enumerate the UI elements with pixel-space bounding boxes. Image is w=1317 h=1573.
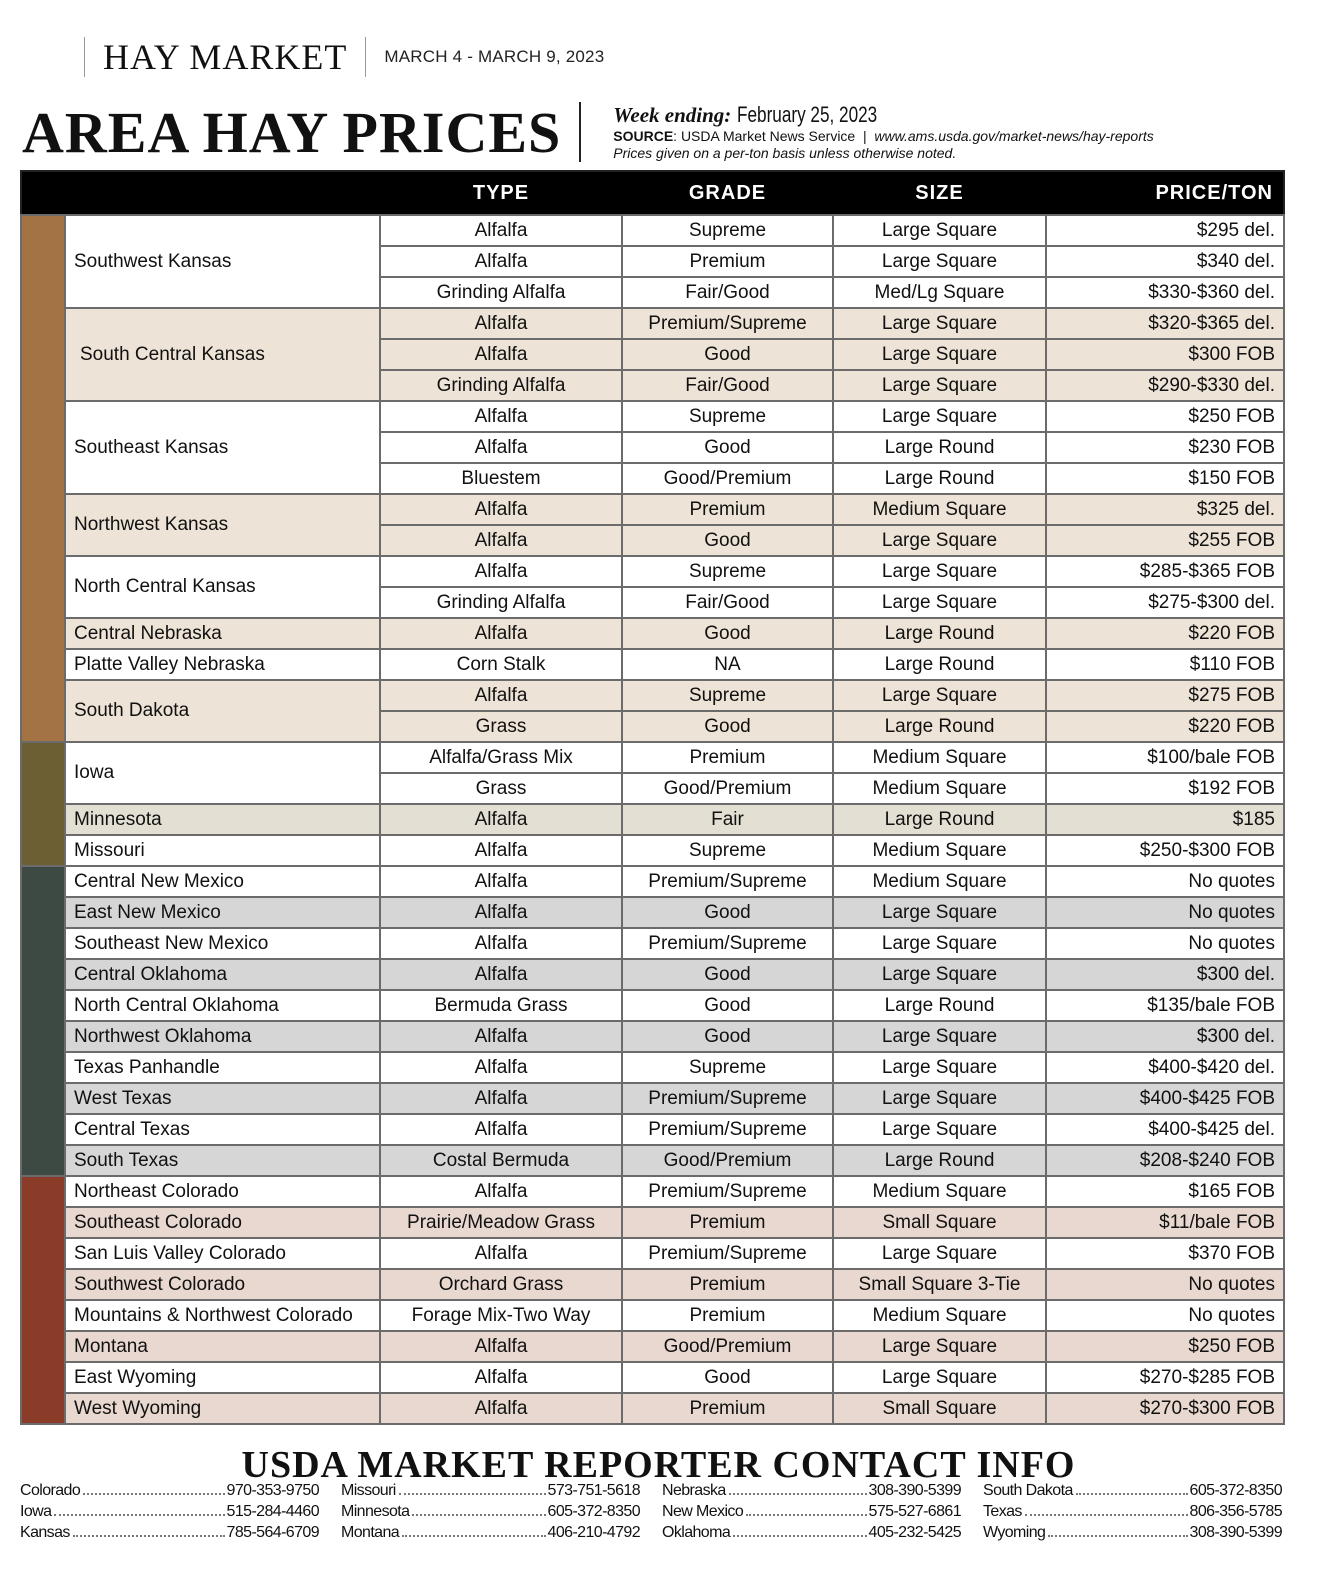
price-cell: $110 FOB bbox=[1046, 649, 1284, 680]
table-row bbox=[21, 897, 1284, 928]
contact-phone: 406-210-4792 bbox=[547, 1524, 640, 1541]
contact-phone: 970-353-9750 bbox=[226, 1482, 319, 1499]
grade-cell: Premium/Supreme bbox=[622, 1238, 833, 1269]
price-cell: $100/bale FOB bbox=[1046, 742, 1284, 773]
contact-state: Kansas bbox=[20, 1524, 70, 1541]
size-cell: Large Square bbox=[833, 897, 1046, 928]
type-cell: Bermuda Grass bbox=[380, 990, 622, 1021]
type-cell: Orchard Grass bbox=[380, 1269, 622, 1300]
contact-state: New Mexico bbox=[662, 1503, 744, 1520]
grade-cell: Fair/Good bbox=[622, 587, 833, 618]
grade-cell: Good bbox=[622, 897, 833, 928]
location-cell: West Texas bbox=[65, 1083, 380, 1114]
price-cell: $165 FOB bbox=[1046, 1176, 1284, 1207]
location-cell: North Central Kansas bbox=[65, 556, 380, 618]
size-cell: Large Square bbox=[833, 587, 1046, 618]
location-cell: Platte Valley Nebraska bbox=[65, 649, 380, 680]
contact-phone: 308-390-5399 bbox=[1189, 1524, 1282, 1541]
location-cell: South Texas bbox=[65, 1145, 380, 1176]
type-cell: Grass bbox=[380, 711, 622, 742]
contact-column bbox=[20, 1480, 319, 1543]
size-cell: Large Square bbox=[833, 1083, 1046, 1114]
table-header-row bbox=[21, 171, 1284, 215]
size-cell: Large Square bbox=[833, 401, 1046, 432]
price-cell: $208-$240 FOB bbox=[1046, 1145, 1284, 1176]
type-cell: Alfalfa bbox=[380, 401, 622, 432]
dot-leader bbox=[73, 1535, 225, 1537]
grade-cell: Good/Premium bbox=[622, 773, 833, 804]
size-cell: Large Square bbox=[833, 246, 1046, 277]
type-cell: Grinding Alfalfa bbox=[380, 277, 622, 308]
type-cell: Alfalfa bbox=[380, 1021, 622, 1052]
contact-state: Oklahoma bbox=[662, 1524, 731, 1541]
price-cell: $285-$365 FOB bbox=[1046, 556, 1284, 587]
week-ending-value: February 25, 2023 bbox=[737, 102, 878, 127]
location-cell: Northeast Colorado bbox=[65, 1176, 380, 1207]
location-cell: Central New Mexico bbox=[65, 866, 380, 897]
title-divider bbox=[579, 102, 581, 162]
grade-cell: Premium/Supreme bbox=[622, 308, 833, 339]
contact-phone: 575-527-6861 bbox=[868, 1503, 961, 1520]
table-row bbox=[21, 1393, 1284, 1424]
grade-cell: Fair/Good bbox=[622, 277, 833, 308]
table-row bbox=[21, 1331, 1284, 1362]
table-row bbox=[21, 618, 1284, 649]
grade-cell: Supreme bbox=[622, 215, 833, 246]
grade-cell: Good bbox=[622, 618, 833, 649]
dot-leader bbox=[1076, 1493, 1188, 1495]
contact-phone: 515-284-4460 bbox=[226, 1503, 319, 1520]
hay-prices-table bbox=[20, 170, 1285, 1425]
table-row bbox=[21, 1300, 1284, 1331]
price-cell: $325 del. bbox=[1046, 494, 1284, 525]
report-meta bbox=[613, 100, 1153, 161]
price-cell: $220 FOB bbox=[1046, 618, 1284, 649]
table-row bbox=[21, 680, 1284, 711]
size-cell: Large Round bbox=[833, 618, 1046, 649]
type-cell: Alfalfa bbox=[380, 1393, 622, 1424]
size-cell: Small Square 3-Tie bbox=[833, 1269, 1046, 1300]
location-cell: East Wyoming bbox=[65, 1362, 380, 1393]
grade-cell: Good bbox=[622, 1021, 833, 1052]
contact-phone: 573-751-5618 bbox=[547, 1482, 640, 1499]
grade-cell: Good bbox=[622, 990, 833, 1021]
masthead bbox=[84, 36, 604, 78]
contact-entry bbox=[341, 1480, 640, 1501]
table-row bbox=[21, 804, 1284, 835]
dot-leader bbox=[412, 1514, 545, 1516]
source-label: SOURCE bbox=[613, 128, 674, 144]
location-cell: East New Mexico bbox=[65, 897, 380, 928]
type-cell: Alfalfa bbox=[380, 308, 622, 339]
contact-entry bbox=[341, 1522, 640, 1543]
type-cell: Grinding Alfalfa bbox=[380, 370, 622, 401]
size-cell: Medium Square bbox=[833, 773, 1046, 804]
grade-cell: Supreme bbox=[622, 680, 833, 711]
price-cell: $400-$425 FOB bbox=[1046, 1083, 1284, 1114]
type-cell: Alfalfa bbox=[380, 1331, 622, 1362]
size-cell: Large Square bbox=[833, 1114, 1046, 1145]
price-cell: No quotes bbox=[1046, 928, 1284, 959]
size-cell: Large Square bbox=[833, 1021, 1046, 1052]
size-cell: Large Square bbox=[833, 308, 1046, 339]
size-cell: Small Square bbox=[833, 1207, 1046, 1238]
table-row bbox=[21, 1145, 1284, 1176]
grade-cell: Good/Premium bbox=[622, 1331, 833, 1362]
table-row bbox=[21, 1238, 1284, 1269]
column-header-type: TYPE bbox=[380, 171, 622, 215]
grade-cell: Premium bbox=[622, 246, 833, 277]
type-cell: Grinding Alfalfa bbox=[380, 587, 622, 618]
table-body bbox=[21, 215, 1284, 1424]
contact-state: Missouri bbox=[341, 1482, 396, 1499]
region-label-southern bbox=[21, 866, 65, 1176]
grade-cell: Supreme bbox=[622, 835, 833, 866]
type-cell: Alfalfa bbox=[380, 680, 622, 711]
location-cell: Minnesota bbox=[65, 804, 380, 835]
table-row bbox=[21, 866, 1284, 897]
size-cell: Large Square bbox=[833, 339, 1046, 370]
size-cell: Medium Square bbox=[833, 494, 1046, 525]
grade-cell: Premium bbox=[622, 494, 833, 525]
grade-cell: Good bbox=[622, 1362, 833, 1393]
location-cell: West Wyoming bbox=[65, 1393, 380, 1424]
table-row bbox=[21, 928, 1284, 959]
column-header-location bbox=[21, 171, 380, 215]
type-cell: Grass bbox=[380, 773, 622, 804]
dot-leader bbox=[399, 1493, 546, 1495]
type-cell: Alfalfa bbox=[380, 866, 622, 897]
contact-column bbox=[983, 1480, 1282, 1543]
contact-phone: 785-564-6709 bbox=[226, 1524, 319, 1541]
location-cell: Texas Panhandle bbox=[65, 1052, 380, 1083]
price-cell: $300 del. bbox=[1046, 959, 1284, 990]
grade-cell: Supreme bbox=[622, 1052, 833, 1083]
size-cell: Large Round bbox=[833, 711, 1046, 742]
size-cell: Large Square bbox=[833, 215, 1046, 246]
price-cell: No quotes bbox=[1046, 866, 1284, 897]
type-cell: Alfalfa bbox=[380, 1362, 622, 1393]
dot-leader bbox=[1048, 1535, 1187, 1537]
size-cell: Large Square bbox=[833, 370, 1046, 401]
type-cell: Alfalfa bbox=[380, 618, 622, 649]
source-url[interactable]: www.ams.usda.gov/market-news/hay-reports bbox=[874, 128, 1154, 144]
contact-list bbox=[20, 1480, 1282, 1543]
location-cell: Iowa bbox=[65, 742, 380, 804]
price-cell: $135/bale FOB bbox=[1046, 990, 1284, 1021]
price-cell: $185 bbox=[1046, 804, 1284, 835]
location-cell: Central Texas bbox=[65, 1114, 380, 1145]
type-cell: Bluestem bbox=[380, 463, 622, 494]
contact-phone: 605-372-8350 bbox=[547, 1503, 640, 1520]
dot-leader bbox=[83, 1493, 224, 1495]
type-cell: Alfalfa bbox=[380, 246, 622, 277]
location-cell: Northwest Kansas bbox=[65, 494, 380, 556]
price-cell: $250 FOB bbox=[1046, 1331, 1284, 1362]
location-cell: Northwest Oklahoma bbox=[65, 1021, 380, 1052]
grade-cell: NA bbox=[622, 649, 833, 680]
type-cell: Alfalfa bbox=[380, 556, 622, 587]
contact-phone: 405-232-5425 bbox=[868, 1524, 961, 1541]
contact-phone: 308-390-5399 bbox=[868, 1482, 961, 1499]
contact-column bbox=[662, 1480, 961, 1543]
table-row bbox=[21, 959, 1284, 990]
location-cell: Southwest Kansas bbox=[65, 215, 380, 308]
contact-phone: 806-356-5785 bbox=[1189, 1503, 1282, 1520]
grade-cell: Good bbox=[622, 525, 833, 556]
price-cell: $400-$425 del. bbox=[1046, 1114, 1284, 1145]
location-cell: South Dakota bbox=[65, 680, 380, 742]
grade-cell: Good bbox=[622, 711, 833, 742]
dot-leader bbox=[54, 1514, 224, 1516]
price-cell: $150 FOB bbox=[1046, 463, 1284, 494]
price-cell: $340 del. bbox=[1046, 246, 1284, 277]
type-cell: Alfalfa bbox=[380, 928, 622, 959]
grade-cell: Premium/Supreme bbox=[622, 866, 833, 897]
type-cell: Alfalfa bbox=[380, 1083, 622, 1114]
contact-entry bbox=[341, 1501, 640, 1522]
table-row bbox=[21, 1176, 1284, 1207]
location-cell: Central Oklahoma bbox=[65, 959, 380, 990]
price-cell: $220 FOB bbox=[1046, 711, 1284, 742]
contact-entry bbox=[20, 1480, 319, 1501]
region-label-midwest bbox=[21, 742, 65, 866]
contact-info-title: USDA MARKET REPORTER CONTACT INFO bbox=[241, 1444, 1076, 1486]
grade-cell: Good/Premium bbox=[622, 463, 833, 494]
size-cell: Large Round bbox=[833, 463, 1046, 494]
size-cell: Medium Square bbox=[833, 835, 1046, 866]
location-cell: Southeast New Mexico bbox=[65, 928, 380, 959]
contact-state: Minnesota bbox=[341, 1503, 410, 1520]
grade-cell: Premium bbox=[622, 1207, 833, 1238]
table-row bbox=[21, 1207, 1284, 1238]
source-text: : USDA Market News Service | bbox=[673, 128, 875, 144]
size-cell: Medium Square bbox=[833, 742, 1046, 773]
size-cell: Large Square bbox=[833, 1052, 1046, 1083]
dot-leader bbox=[402, 1535, 545, 1537]
price-cell: $290-$330 del. bbox=[1046, 370, 1284, 401]
size-cell: Large Round bbox=[833, 804, 1046, 835]
grade-cell: Good bbox=[622, 432, 833, 463]
grade-cell: Premium/Supreme bbox=[622, 1083, 833, 1114]
type-cell: Alfalfa bbox=[380, 215, 622, 246]
grade-cell: Good bbox=[622, 339, 833, 370]
size-cell: Large Square bbox=[833, 556, 1046, 587]
grade-cell: Premium/Supreme bbox=[622, 1114, 833, 1145]
contact-state: Nebraska bbox=[662, 1482, 726, 1499]
type-cell: Alfalfa bbox=[380, 897, 622, 928]
contact-entry bbox=[662, 1522, 961, 1543]
location-cell: Montana bbox=[65, 1331, 380, 1362]
table-row bbox=[21, 1052, 1284, 1083]
week-ending bbox=[613, 102, 1153, 128]
contact-entry bbox=[983, 1480, 1282, 1501]
dot-leader bbox=[746, 1514, 866, 1516]
location-cell: Southeast Colorado bbox=[65, 1207, 380, 1238]
location-cell: Central Nebraska bbox=[65, 618, 380, 649]
price-cell: $400-$420 del. bbox=[1046, 1052, 1284, 1083]
table-row bbox=[21, 1083, 1284, 1114]
grade-cell: Premium bbox=[622, 1300, 833, 1331]
type-cell: Alfalfa bbox=[380, 1238, 622, 1269]
contact-state: Colorado bbox=[20, 1482, 81, 1499]
price-cell: $320-$365 del. bbox=[1046, 308, 1284, 339]
price-cell: $275 FOB bbox=[1046, 680, 1284, 711]
size-cell: Large Round bbox=[833, 990, 1046, 1021]
table-row bbox=[21, 742, 1284, 773]
price-cell: $250-$300 FOB bbox=[1046, 835, 1284, 866]
table-row bbox=[21, 1269, 1284, 1300]
region-label-central bbox=[21, 215, 65, 742]
type-cell: Alfalfa bbox=[380, 1114, 622, 1145]
size-cell: Medium Square bbox=[833, 1176, 1046, 1207]
grade-cell: Good bbox=[622, 959, 833, 990]
type-cell: Alfalfa bbox=[380, 525, 622, 556]
price-cell: No quotes bbox=[1046, 1300, 1284, 1331]
table-row bbox=[21, 835, 1284, 866]
region-label-western bbox=[21, 1176, 65, 1424]
column-header-grade: GRADE bbox=[622, 171, 833, 215]
price-cell: No quotes bbox=[1046, 897, 1284, 928]
table-row bbox=[21, 215, 1284, 246]
grade-cell: Premium bbox=[622, 1393, 833, 1424]
dot-leader bbox=[729, 1493, 867, 1495]
price-cell: $370 FOB bbox=[1046, 1238, 1284, 1269]
size-cell: Large Square bbox=[833, 680, 1046, 711]
price-cell: $250 FOB bbox=[1046, 401, 1284, 432]
type-cell: Prairie/Meadow Grass bbox=[380, 1207, 622, 1238]
table-row bbox=[21, 556, 1284, 587]
size-cell: Medium Square bbox=[833, 1300, 1046, 1331]
table-row bbox=[21, 1362, 1284, 1393]
grade-cell: Premium/Supreme bbox=[622, 928, 833, 959]
column-header-size: SIZE bbox=[833, 171, 1046, 215]
location-cell: South Central Kansas bbox=[65, 308, 380, 401]
size-cell: Large Round bbox=[833, 432, 1046, 463]
contact-state: Texas bbox=[983, 1503, 1022, 1520]
column-header-price: PRICE/TON bbox=[1046, 171, 1284, 215]
price-cell: $330-$360 del. bbox=[1046, 277, 1284, 308]
dot-leader bbox=[733, 1535, 866, 1537]
location-cell: San Luis Valley Colorado bbox=[65, 1238, 380, 1269]
price-cell: $300 FOB bbox=[1046, 339, 1284, 370]
price-cell: $230 FOB bbox=[1046, 432, 1284, 463]
table-row bbox=[21, 990, 1284, 1021]
price-cell: $11/bale FOB bbox=[1046, 1207, 1284, 1238]
type-cell: Alfalfa bbox=[380, 1052, 622, 1083]
grade-cell: Premium/Supreme bbox=[622, 1176, 833, 1207]
contact-column bbox=[341, 1480, 640, 1543]
table-row bbox=[21, 494, 1284, 525]
type-cell: Costal Bermuda bbox=[380, 1145, 622, 1176]
type-cell: Alfalfa bbox=[380, 959, 622, 990]
size-cell: Large Square bbox=[833, 1238, 1046, 1269]
publication-name: HAY MARKET bbox=[103, 37, 348, 77]
size-cell: Large Square bbox=[833, 959, 1046, 990]
price-cell: $275-$300 del. bbox=[1046, 587, 1284, 618]
pricing-note: Prices given on a per-ton basis unless otherwise noted. bbox=[613, 145, 957, 161]
contact-entry bbox=[983, 1522, 1282, 1543]
grade-cell: Good/Premium bbox=[622, 1145, 833, 1176]
grade-cell: Fair bbox=[622, 804, 833, 835]
price-cell: $300 del. bbox=[1046, 1021, 1284, 1052]
grade-cell: Premium bbox=[622, 1269, 833, 1300]
price-cell: $255 FOB bbox=[1046, 525, 1284, 556]
size-cell: Med/Lg Square bbox=[833, 277, 1046, 308]
contact-state: Iowa bbox=[20, 1503, 52, 1520]
type-cell: Alfalfa bbox=[380, 804, 622, 835]
contact-state: Wyoming bbox=[983, 1524, 1046, 1541]
table-row bbox=[21, 308, 1284, 339]
price-cell: $270-$300 FOB bbox=[1046, 1393, 1284, 1424]
type-cell: Alfalfa bbox=[380, 339, 622, 370]
size-cell: Medium Square bbox=[833, 866, 1046, 897]
contact-entry bbox=[983, 1501, 1282, 1522]
size-cell: Large Square bbox=[833, 928, 1046, 959]
page-title: AREA HAY PRICES bbox=[22, 100, 562, 165]
size-cell: Large Square bbox=[833, 525, 1046, 556]
contact-entry bbox=[662, 1501, 961, 1522]
size-cell: Large Square bbox=[833, 1331, 1046, 1362]
contact-phone: 605-372-8350 bbox=[1189, 1482, 1282, 1499]
week-ending-label: Week ending: bbox=[613, 103, 732, 127]
table-row bbox=[21, 401, 1284, 432]
price-cell: $270-$285 FOB bbox=[1046, 1362, 1284, 1393]
location-cell: North Central Oklahoma bbox=[65, 990, 380, 1021]
type-cell: Alfalfa bbox=[380, 432, 622, 463]
size-cell: Large Round bbox=[833, 649, 1046, 680]
location-cell: Southwest Colorado bbox=[65, 1269, 380, 1300]
type-cell: Alfalfa bbox=[380, 1176, 622, 1207]
contact-entry bbox=[662, 1480, 961, 1501]
size-cell: Small Square bbox=[833, 1393, 1046, 1424]
location-cell: Missouri bbox=[65, 835, 380, 866]
issue-dates: MARCH 4 - MARCH 9, 2023 bbox=[384, 47, 605, 66]
price-cell: $295 del. bbox=[1046, 215, 1284, 246]
grade-cell: Supreme bbox=[622, 401, 833, 432]
table-row bbox=[21, 649, 1284, 680]
contact-entry bbox=[20, 1522, 319, 1543]
table-row bbox=[21, 1021, 1284, 1052]
contact-entry bbox=[20, 1501, 319, 1522]
source-line bbox=[613, 128, 1153, 145]
type-cell: Forage Mix-Two Way bbox=[380, 1300, 622, 1331]
type-cell: Alfalfa bbox=[380, 494, 622, 525]
grade-cell: Supreme bbox=[622, 556, 833, 587]
price-cell: $192 FOB bbox=[1046, 773, 1284, 804]
dot-leader bbox=[1025, 1514, 1188, 1516]
location-cell: Southeast Kansas bbox=[65, 401, 380, 494]
contact-state: South Dakota bbox=[983, 1482, 1073, 1499]
grade-cell: Premium bbox=[622, 742, 833, 773]
grade-cell: Fair/Good bbox=[622, 370, 833, 401]
table-row bbox=[21, 1114, 1284, 1145]
contact-state: Montana bbox=[341, 1524, 400, 1541]
title-bar bbox=[22, 100, 1154, 166]
type-cell: Corn Stalk bbox=[380, 649, 622, 680]
size-cell: Large Square bbox=[833, 1362, 1046, 1393]
type-cell: Alfalfa/Grass Mix bbox=[380, 742, 622, 773]
location-cell: Mountains & Northwest Colorado bbox=[65, 1300, 380, 1331]
price-cell: No quotes bbox=[1046, 1269, 1284, 1300]
type-cell: Alfalfa bbox=[380, 835, 622, 866]
size-cell: Large Round bbox=[833, 1145, 1046, 1176]
